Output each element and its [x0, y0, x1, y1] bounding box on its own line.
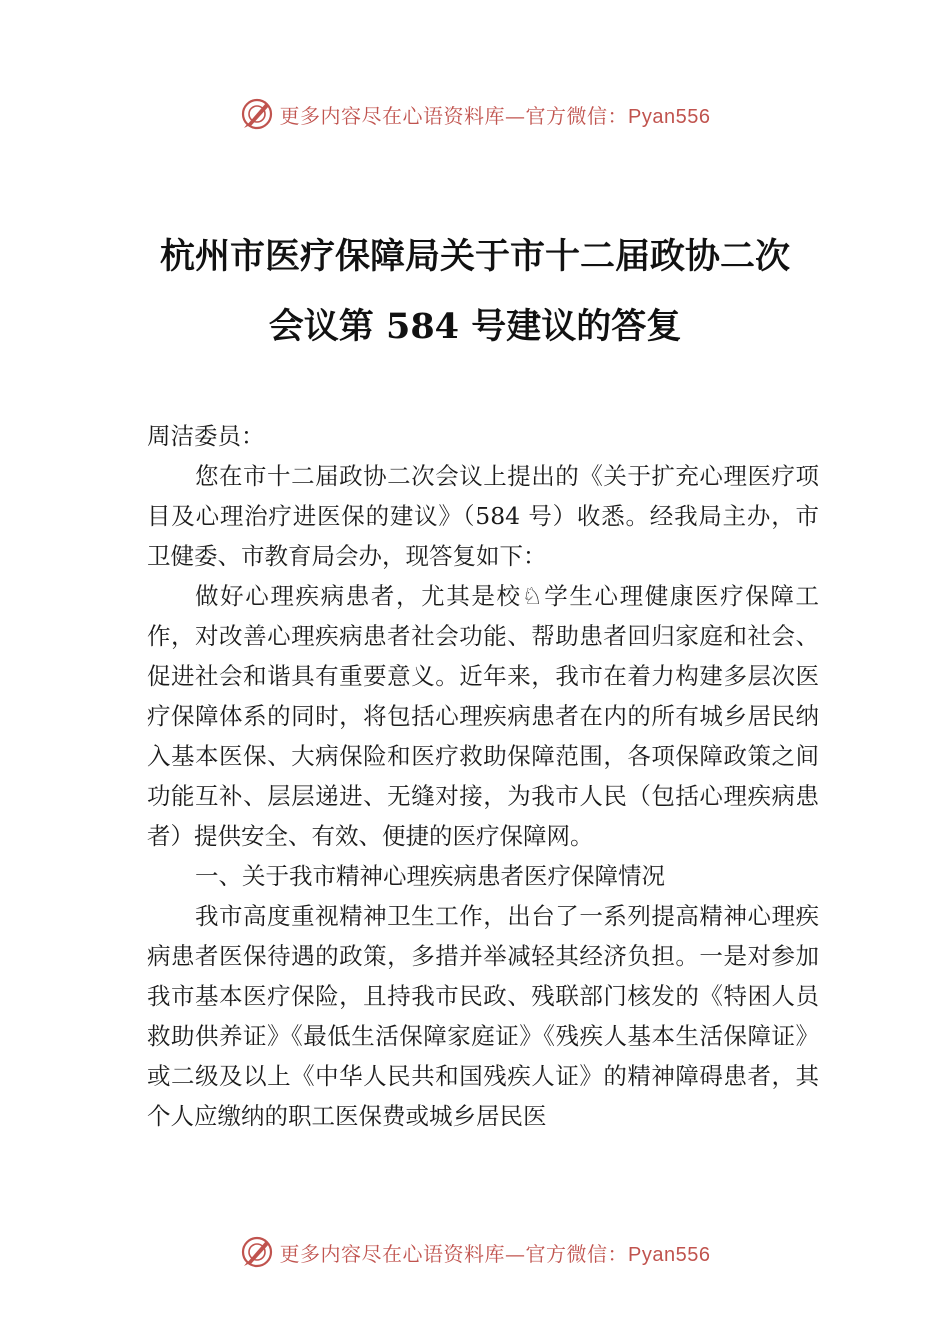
- pen-logo-icon: [240, 97, 274, 131]
- paragraph-2: 做好心理疾病患者，尤其是校♘学生心理健康医疗保障工作，对改善心理疾病患者社会功能、帮助患者回归家庭和社会、促进社会和谐具有重要意义。近年来，我市在着力构建多层次医疗保障体系的同时，将包括心理疾病患者在内的所有城乡居民纳入基本医保、大病保险和医疗救助保障范围，各项保障政策之间功能互补、层层递进、无缝对接，为我市人民（包括心理疾病患者）提供安全、有效、便捷的医疗保障网。: [147, 582, 819, 850]
- section-heading-1: 一、关于我市精神心理疾病患者医疗保障情况: [195, 862, 665, 890]
- document-body: [147, 416, 819, 1136]
- title-line-2: 会议第 584 号建议的答复: [268, 306, 682, 347]
- title-line-1: 杭州市医疗保障局关于市十二届政协二次: [159, 236, 790, 277]
- paragraph-3: 我市高度重视精神卫生工作，出台了一系列提高精神心理疾病患者医保待遇的政策，多措并举减轻其经济负担。一是对参加我市基本医疗保险，且持我市民政、残联部门核发的《特困人员救助供养证》《最低生活保障家庭证》《残疾人基本生活保障证》或二级及以上《中华人民共和国残疾人证》的精神障碍患者，其个人应缴纳的职工医保费或城乡居民医: [147, 902, 819, 1130]
- watermark-text: 更多内容尽在心语资料库—官方微信：Pyan556: [279, 1241, 711, 1266]
- pen-logo-icon: [240, 1235, 274, 1269]
- watermark-text: 更多内容尽在心语资料库—官方微信：Pyan556: [279, 103, 711, 128]
- paragraph-1: 您在市十二届政协二次会议上提出的《关于扩充心理医疗项目及心理治疗进医保的建议》（584 号）收悉。经我局主办，市卫健委、市教育局会办，现答复如下：: [147, 462, 819, 570]
- salutation: 周洁委员：: [147, 422, 265, 450]
- document-title: [0, 222, 950, 362]
- watermark-banner-top: [0, 94, 950, 134]
- watermark-banner-bottom: [0, 1232, 950, 1272]
- wechat-id: Pyan556: [628, 1243, 711, 1266]
- wechat-id: Pyan556: [628, 105, 711, 128]
